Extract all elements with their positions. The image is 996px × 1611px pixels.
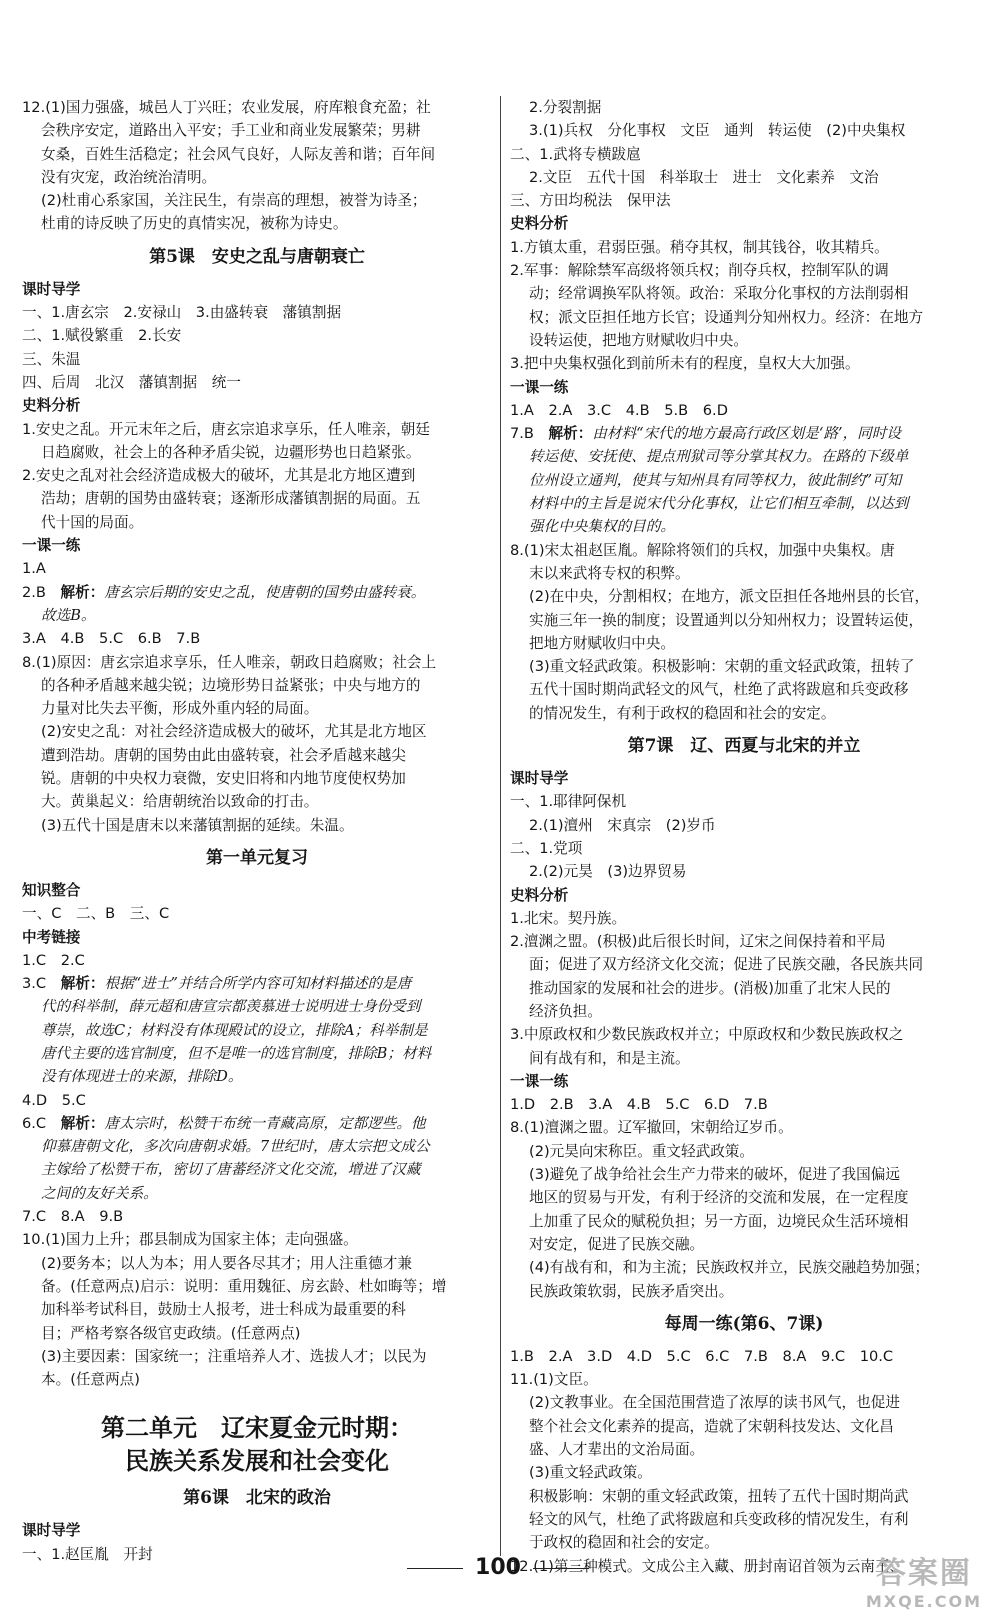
answer-line: (4)有战有和，和为主流；民族政权并立，民族交融趋势加强； [529,1259,930,1277]
answer-line: 一、1.耶律阿保机 [510,793,627,811]
answer-line: (3)重文轻武政策。积极影响：宋朝的重文轻武政策，扭转了 [529,658,915,676]
section-title: 第5课 安史之乱与唐朝衰亡 [149,246,365,267]
answer-line: 8.(1)宋太祖赵匡胤。解除将领们的兵权，加强中央集权。唐 [510,541,895,559]
column-divider [500,96,501,1556]
answer-line: 二、1.党项 [510,839,583,857]
answer-line: 杜甫的诗反映了历史的真情实况，被称为诗史。 [41,215,348,233]
answer-line: 设转运使，把地方财赋收归中央。 [529,331,748,349]
answer-line: 11.(1)文臣。 [510,1371,598,1389]
section-heading: 一课一练 [22,537,81,555]
answer-line: 3.C 解析：根据“进士”并结合所学内容可知材料描述的是唐 [22,975,412,993]
answer-line: 遭到浩劫。唐朝的国势由此由盛转衰，社会矛盾越来越尖 [41,746,406,764]
answer-line: 加科举考试科目，鼓励士人报考，进士科成为最重要的科 [41,1301,406,1319]
answer-line: 锐。唐朝的中央权力衰微，安史旧将和内地节度使权势加 [41,770,406,788]
answer-line: 实施三年一换的制度；设置通判以分知州权力；设置转运使， [529,611,924,629]
section-heading: 史料分析 [510,215,569,233]
answer-line: 12.(1)第三种模式。文成公主入藏、册封南诏首领为云南王、 [510,1557,905,1575]
answer-line: 1.安史之乱。开元末年之后，唐玄宗追求享乐，任人唯亲，朝廷 [22,420,430,438]
answer-line: 一、1.唐玄宗 2.安禄山 3.由盛转衰 藩镇割据 [22,304,342,322]
answer-line: 强化中央集权的目的。 [529,518,675,536]
answer-line: 浩劫；唐朝的国势由盛转衰；逐渐形成藩镇割据的局面。五 [41,490,421,508]
answer-line: 之间的友好关系。 [41,1184,158,1202]
answer-line: 动；经常调换军队将领。政治：采取分化事权的方法削弱相 [529,285,909,303]
answer-line: 3.(1)兵权 分化事权 文臣 通判 转运使 (2)中央集权 [529,122,906,140]
answer-line: 没有体现进士的来源，排除D。 [41,1068,243,1086]
answer-line: 故选B。 [41,606,96,624]
section-heading: 一课一练 [510,378,569,396]
right-column [510,96,978,1578]
answer-line: 2.(1)澶州 宋真宗 (2)岁币 [529,816,716,834]
section-heading: 课时导学 [22,280,81,298]
answer-line: 转运使、安抚使、提点刑狱司等分掌其权力。在路的下级单 [529,448,909,466]
answer-line: 间有战有和，和是主流。 [529,1049,690,1067]
answer-line: 代的科举制，薛元超和唐宣宗都羡慕进士说明进士身份受到 [41,998,421,1016]
answer-line: 1.A 2.A 3.C 4.B 5.B 6.D [510,401,728,419]
answer-line: 面；促进了双方经济文化交流；促进了民族交融，各民族共同 [529,956,924,974]
section-heading: 史料分析 [22,397,81,415]
answer-line: 2.安史之乱对社会经济造成极大的破坏，尤其是北方地区遭到 [22,467,416,485]
answer-line: 轻文的风气，杜绝了武将跋扈和兵变政移的情况发生，有利 [529,1510,909,1528]
answer-line: 3.A 4.B 5.C 6.B 7.B [22,630,201,648]
answer-line: 6.C 解析：唐太宗时，松赞干布统一青藏高原，定都逻些。他 [22,1114,426,1132]
answer-line: 民族政策软弱，民族矛盾突出。 [529,1282,734,1300]
answer-line: 本。(任意两点) [41,1371,140,1389]
answer-line: 于政权的稳固和社会的安定。 [529,1534,719,1552]
answer-line: 一、C 二、B 三、C [22,905,170,923]
answer-line: 二、1.赋役繁重 2.长安 [22,327,182,345]
answer-line: (2)元昊向宋称臣。重文轻武政策。 [529,1142,754,1160]
answer-line: 1.北宋。契丹族。 [510,909,627,927]
answer-line: 盛、人才辈出的文治局面。 [529,1441,705,1459]
answer-line: 2.(2)元昊 (3)边界贸易 [529,863,687,881]
answer-line: 1.C 2.C [22,951,85,969]
unit-title: 民族关系发展和社会变化 [125,1446,389,1476]
answer-line: 1.B 2.A 3.D 4.D 5.C 6.C 7.B 8.A 9.C 10.C [510,1347,894,1365]
answer-line: (3)避免了战争给社会生产力带来的破坏，促进了我国偏远 [529,1166,900,1184]
answer-line: 地区的贸易与开发，有利于经济的交流和发展，在一定程度 [529,1189,909,1207]
answer-line: 1.D 2.B 3.A 4.B 5.C 6.D 7.B [510,1096,768,1114]
section-heading: 课时导学 [510,770,569,788]
answer-line: 推动国家的发展和社会的进步。(消极)加重了北宋人民的 [529,979,891,997]
section-title: 第一单元复习 [206,847,308,868]
watermark-logo: 答案圈 [875,1556,972,1591]
answer-line: 的各种矛盾越来越尖锐；边境形势日益紧张；中央与地方的 [41,676,421,694]
answer-line: 日趋腐败，社会上的各种矛盾尖锐，边疆形势也日趋紧张。 [41,443,421,461]
answer-line: 8.(1)原因：唐玄宗追求享乐，任人唯亲，朝政日趋腐败；社会上 [22,653,437,671]
left-column [22,96,492,1566]
answer-line: 1.方镇太重，君弱臣强。稍夺其权，制其钱谷，收其精兵。 [510,238,889,256]
answer-line: (3)主要因素：国家统一；注重培养人才、选拔人才；以民为 [41,1347,427,1365]
watermark-site: MXQE.COM [865,1592,982,1611]
answer-line: 3.中原政权和少数民族政权并立；中原政权和少数民族政权之 [510,1026,904,1044]
answer-line: 7.C 8.A 9.B [22,1208,124,1226]
answer-line: (3)五代十国是唐末以来藩镇割据的延续。朱温。 [41,816,354,834]
answer-line: 对安定，促进了民族交融。 [529,1235,705,1253]
section-heading: 课时导学 [22,1522,81,1540]
answer-line: (2)安史之乱：对社会经济造成极大的破坏，尤其是北方地区 [41,723,427,741]
page-number [0,1555,996,1580]
section-heading: 中考链接 [22,928,81,946]
answer-line: 3.把中央集权强化到前所未有的程度，皇权大大加强。 [510,355,860,373]
answer-line: 2.B 解析：唐玄宗后期的安史之乱，使唐朝的国势由盛转衰。 [22,583,426,601]
answer-line: 目；严格考察各级官吏政绩。(任意两点) [41,1324,301,1342]
answer-line: (2)文教事业。在全国范围营造了浓厚的读书风气，也促进 [529,1394,900,1412]
answer-line: 末以来武将专权的积弊。 [529,564,690,582]
answer-line: 2.文臣 五代十国 科举取士 进士 文化素养 文治 [529,168,879,186]
answer-line: (2)杜甫心系家国，关注民生，有崇高的理想，被誉为诗圣； [41,192,427,210]
answer-line: 三、朱温 [22,350,81,368]
watermark [866,1548,982,1611]
section-title: 每周一练(第6、7课) [664,1313,824,1334]
answer-line: 主嫁给了松赞干布，密切了唐蕃经济文化交流，增进了汉藏 [41,1161,421,1179]
answer-line: 积极影响：宋朝的重文轻武政策，扭转了五代十国时期尚武 [529,1487,909,1505]
answer-line: 女桑，百姓生活稳定；社会风气良好，人际友善和谐；百年间 [41,145,436,163]
section-heading: 知识整合 [22,881,81,899]
page-number-text: 100 [475,1555,521,1580]
answer-line: 2.分裂割据 [529,99,602,116]
answer-line: 12.(1)国力强盛，城邑人丁兴旺；农业发展，府库粮食充盈；社 [22,99,431,116]
answer-line: 一、1.赵匡胤 开封 [22,1545,153,1563]
answer-line: 大。黄巢起义：给唐朝统治以致命的打击。 [41,793,319,811]
answer-line: 三、方田均税法 保甲法 [510,192,671,210]
answer-line: 四、后周 北汉 藩镇割据 统一 [22,373,241,391]
unit-title: 第二单元 辽宋夏金元时期： [101,1413,413,1443]
answer-line: 位州设立通判，使其与知州具有同等权力，彼此制约”可知 [529,471,902,489]
answer-line: 整个社会文化素养的提高，造就了宋朝科技发达、文化昌 [529,1417,894,1435]
answer-line: 把地方财赋收归中央。 [529,634,675,652]
answer-line: 没有灾宠，政治统治清明。 [41,168,217,186]
answer-line: 8.(1)澶渊之盟。辽军撤回，宋朝给辽岁币。 [510,1119,793,1137]
answer-line: 2.澶渊之盟。(积极)此后很长时间，辽宋之间保持着和平局 [510,933,886,951]
answer-line: 材料中的主旨是说宋代分化事权，让它们相互牵制，以达到 [529,495,909,513]
page-number-rule-right [533,1568,589,1569]
answer-line: 2.军事：解除禁军高级将领兵权；削夺兵权，控制军队的调 [510,262,889,280]
answer-line: 的情况发生，有利于政权的稳固和社会的安定。 [529,704,836,722]
answer-line: (3)重文轻武政策。 [529,1464,652,1482]
section-heading: 一课一练 [510,1072,569,1090]
answer-line: 备。(任意两点)启示：说明：重用魏征、房玄龄、杜如晦等；增 [41,1277,447,1295]
answer-line: 上加重了民众的赋税负担；另一方面，边境民众生活环境相 [529,1212,909,1230]
section-heading: 史料分析 [510,886,569,904]
answer-line: 10.(1)国力上升；郡县制成为国家主体；走向强盛。 [22,1231,358,1249]
answer-line: 1.A [22,560,46,578]
page-number-rule-left [407,1568,463,1569]
answer-line: 尊崇，故选C；材料没有体现殿试的设立，排除A；科举制是 [41,1021,428,1039]
answer-line: 力量对比失去平衡，形成外重内轻的局面。 [41,700,319,718]
answer-line: 会秩序安定，道路出入平安；手工业和商业发展繁荣；男耕 [41,122,421,140]
answer-line: (2)要务本；以人为本；用人要各尽其才；用人注重德才兼 [41,1254,412,1272]
answer-line: (2)在中央，分割相权；在地方，派文臣担任各地州县的长官， [529,588,930,606]
answer-line: 仰慕唐朝文化，多次向唐朝求婚。7世纪时，唐太宗把文成公 [41,1138,430,1156]
answer-line: 五代十国时期尚武轻文的风气，杜绝了武将跋扈和兵变政移 [529,681,909,699]
section-title: 第6课 北宋的政治 [183,1488,331,1509]
section-title: 第7课 辽、西夏与北宋的并立 [627,736,861,757]
answer-line: 二、1.武将专横跋扈 [510,145,641,163]
answer-line: 唐代主要的选官制度，但不是唯一的选官制度，排除B；材料 [41,1044,432,1062]
answer-line: 权；派文臣担任地方长官；设通判分知州权力。经济：在地方 [529,308,924,326]
answer-line: 7.B 解析：由材料“宋代的地方最高行政区划是‘路’，同时设 [510,425,901,443]
answer-line: 经济负担。 [529,1002,602,1020]
answer-line: 代十国的局面。 [41,513,144,531]
answer-line: 4.D 5.C [22,1091,86,1109]
